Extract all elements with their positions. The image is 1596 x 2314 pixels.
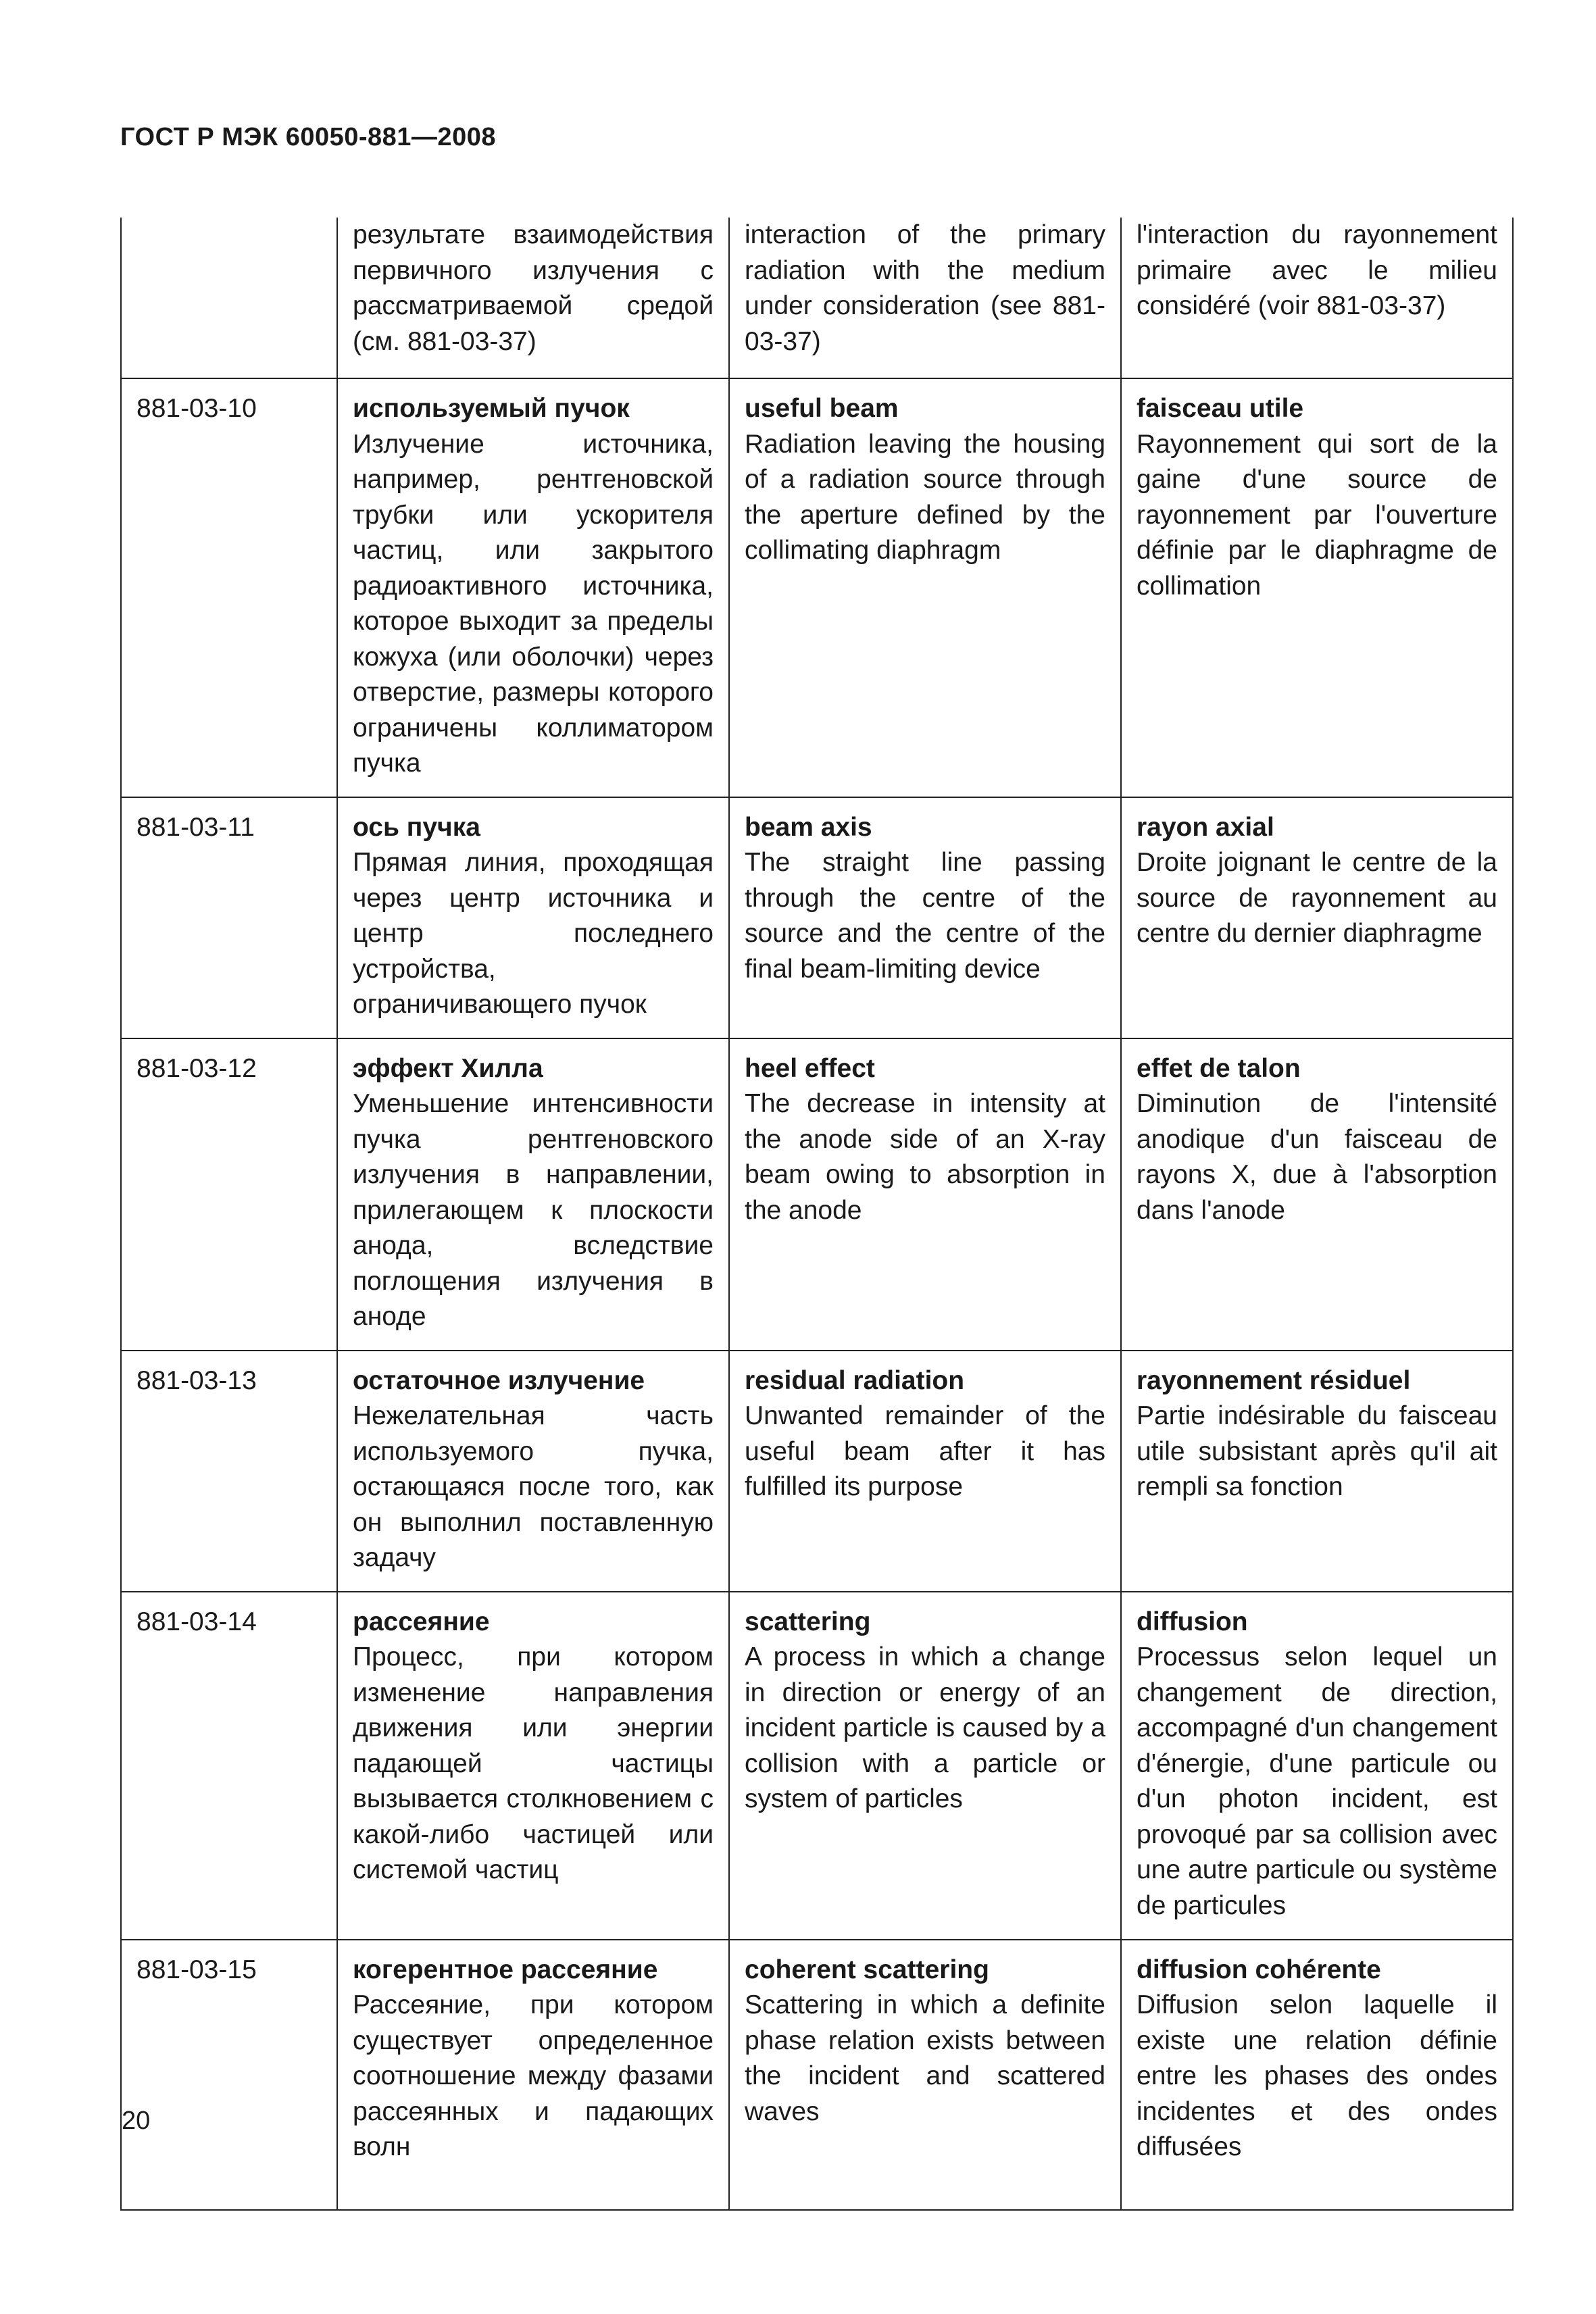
term-id: 881-03-11: [136, 812, 255, 842]
ru-cell: [337, 1351, 729, 1592]
fr-term: diffusion: [1137, 1607, 1248, 1636]
fr-term: effet de talon: [1137, 1053, 1301, 1083]
en-cell: [729, 797, 1121, 1038]
fr-cell: [1121, 218, 1513, 378]
term-row: [121, 378, 1513, 797]
fr-definition: Droite joignant le centre de la source de rayonnement au centre du dernier diaphragme: [1137, 848, 1497, 948]
ru-definition: Излучение источника, например, рентгеновской трубки или ускорителя частиц, или закрытого радиоактивного источника, которое выходит за пределы кожуха (или оболочки) через отверстие, размеры которого ограничены коллиматором пучка: [353, 429, 714, 778]
fr-definition: Partie indésirable du faisceau utile subsistant après qu'il ait rempli sa fonction: [1137, 1401, 1497, 1501]
term-id: 881-03-13: [136, 1365, 257, 1395]
term-id-cell: [121, 1592, 337, 1940]
term-row: [121, 1038, 1513, 1351]
en-definition: The decrease in intensity at the anode side of an X-ray beam owing to absorption in the anode: [745, 1089, 1105, 1225]
fr-definition: Diminution de l'intensité anodique d'un faisceau de rayons X, due à l'absorption dans l'anode: [1137, 1089, 1497, 1225]
term-row: [121, 797, 1513, 1038]
fr-cell: [1121, 1351, 1513, 1592]
fr-term: faisceau utile: [1137, 394, 1304, 423]
ru-term: рассеяние: [353, 1607, 490, 1636]
en-definition: Scattering in which a definite phase relation exists between the incident and scattered waves: [745, 1990, 1105, 2126]
ru-definition: результате взаимодействия первичного излучения с рассматриваемой средой (см. 881-03-37): [353, 220, 714, 356]
term-id-cell: [121, 218, 337, 378]
term-row: [121, 1351, 1513, 1592]
ru-term: ось пучка: [353, 812, 480, 842]
term-id: 881-03-12: [136, 1053, 257, 1083]
fr-definition: Rayonnement qui sort de la gaine d'une source de rayonnement par l'ouverture définie par le diaphragme de collimation: [1137, 429, 1497, 601]
ru-definition: Нежелательная часть используемого пучка, остающаяся после того, как он выполнил поставленную задачу: [353, 1401, 714, 1572]
ru-definition: Уменьшение интенсивности пучка рентгеновского излучения в направлении, прилегающем к плоскости анода, вследствие поглощения излучения в аноде: [353, 1089, 714, 1331]
en-definition: interaction of the primary radiation with the medium under consideration (see 881- 03-37): [745, 220, 1105, 356]
en-cell: [729, 1351, 1121, 1592]
en-definition: Radiation leaving the housing of a radiation source through the aperture defined by the collimating diaphragm: [745, 429, 1105, 565]
term-id-cell: [121, 1940, 337, 2210]
term-row: [121, 1940, 1513, 2210]
en-term: residual radiation: [745, 1365, 965, 1395]
en-definition: A process in which a change in direction or energy of an incident particle is caused by a collision with a particle or system of particles: [745, 1642, 1105, 1813]
term-id-cell: [121, 1351, 337, 1592]
fr-definition: Processus selon lequel un changement de direction, accompagné d'un changement d'énergie, d'une particule ou d'un photon incident, est provoqué par sa collision avec une autre particule ou système de particules: [1137, 1642, 1497, 1920]
ru-term: используемый пучок: [353, 394, 630, 423]
terms-table: [120, 218, 1514, 2211]
term-id-cell: [121, 1038, 337, 1351]
fr-term: rayonnement résiduel: [1137, 1365, 1411, 1395]
en-cell: [729, 1592, 1121, 1940]
en-cell: [729, 378, 1121, 797]
fr-cell: [1121, 1592, 1513, 1940]
ru-cell: [337, 797, 729, 1038]
document-header: ГОСТ Р МЭК 60050-881—2008: [120, 123, 496, 151]
ru-cell: [337, 1038, 729, 1351]
en-cell: [729, 218, 1121, 378]
fr-definition: l'interaction du rayonnement primaire avec le milieu considéré (voir 881-03-37): [1137, 220, 1497, 320]
ru-definition: Процесс, при котором изменение направления движения или энергии падающей частицы вызывается столкновением с какой-либо частицей или системой частиц: [353, 1642, 714, 1884]
fr-term: rayon axial: [1137, 812, 1274, 842]
ru-cell: [337, 218, 729, 378]
term-row: [121, 1592, 1513, 1940]
fr-cell: [1121, 378, 1513, 797]
en-term: coherent scattering: [745, 1955, 989, 1984]
en-cell: [729, 1038, 1121, 1351]
ru-term: когерентное рассеяние: [353, 1955, 658, 1984]
en-term: heel effect: [745, 1053, 875, 1083]
ru-term: остаточное излучение: [353, 1365, 645, 1395]
fr-definition: Diffusion selon laquelle il existe une relation définie entre les phases des ondes incidentes et des ondes diffusées: [1137, 1990, 1497, 2161]
ru-definition: Рассеяние, при котором существует определенное соотношение между фазами рассеянных и падающих волн: [353, 1990, 714, 2161]
fr-term: diffusion cohérente: [1137, 1955, 1381, 1984]
fr-cell: [1121, 797, 1513, 1038]
ru-term: эффект Хилла: [353, 1053, 543, 1083]
fr-cell: [1121, 1038, 1513, 1351]
fr-cell: [1121, 1940, 1513, 2210]
page-number: 20: [122, 2107, 151, 2135]
en-term: useful beam: [745, 394, 899, 423]
term-id: 881-03-14: [136, 1607, 257, 1636]
ru-cell: [337, 1592, 729, 1940]
en-definition: The straight line passing through the centre of the source and the centre of the final beam-limiting device: [745, 848, 1105, 984]
en-cell: [729, 1940, 1121, 2210]
ru-cell: [337, 378, 729, 797]
term-row: [121, 218, 1513, 378]
term-id: 881-03-10: [136, 394, 257, 423]
en-term: scattering: [745, 1607, 871, 1636]
ru-definition: Прямая линия, проходящая через центр источника и центр последнего устройства, ограничивающего пучок: [353, 848, 714, 1019]
en-definition: Unwanted remainder of the useful beam after it has fulfilled its purpose: [745, 1401, 1105, 1501]
term-id-cell: [121, 797, 337, 1038]
term-id: 881-03-15: [136, 1955, 257, 1984]
ru-cell: [337, 1940, 729, 2210]
term-id-cell: [121, 378, 337, 797]
en-term: beam axis: [745, 812, 872, 842]
